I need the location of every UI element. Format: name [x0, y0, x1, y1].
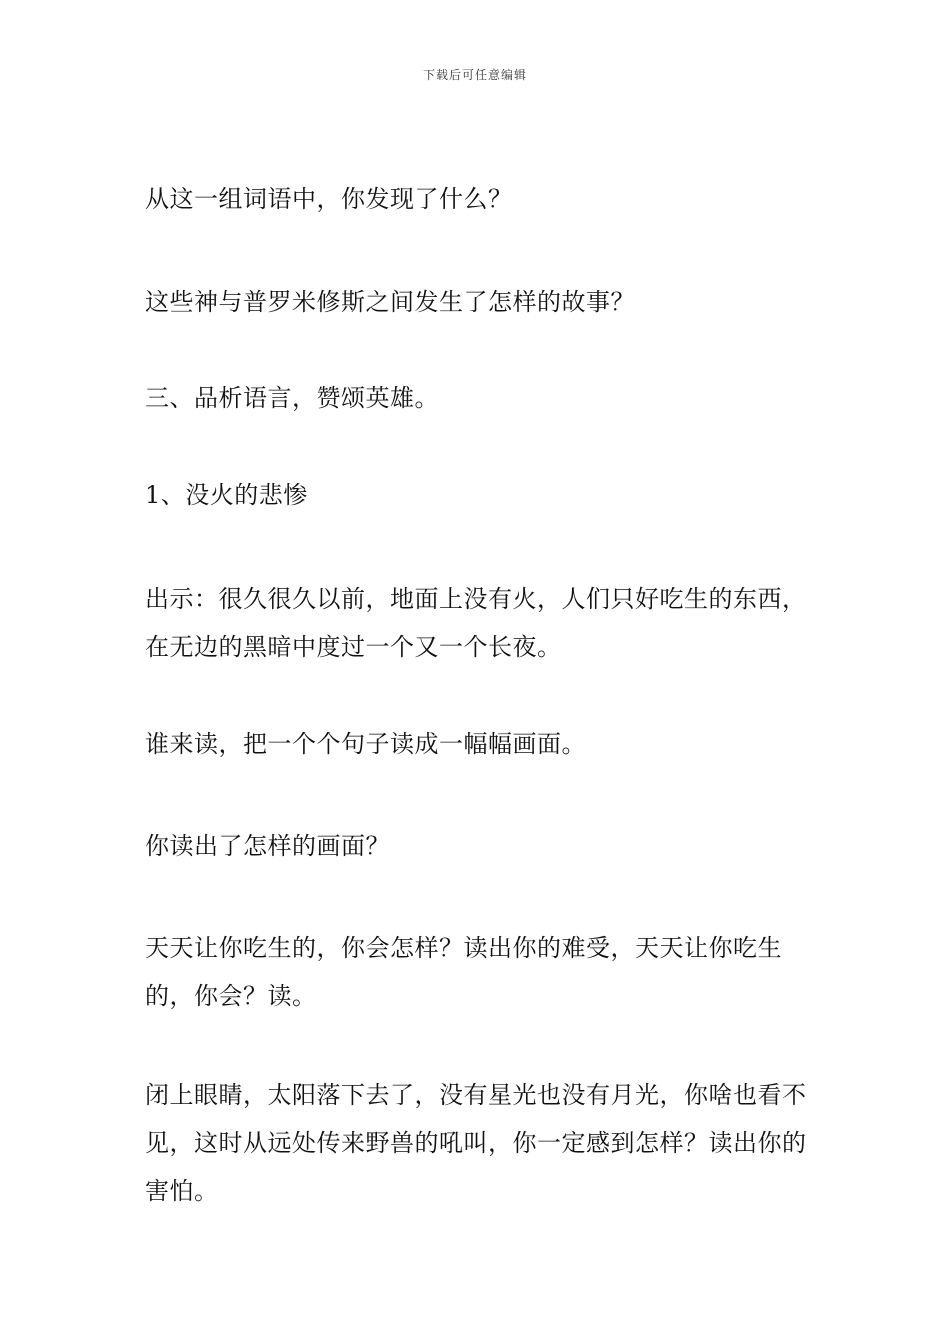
paragraph-8: 天天让你吃生的，你会怎样？读出你的难受，天天让你吃生的，你会？读。 [145, 934, 782, 1010]
paragraph-2: 这些神与普罗米修斯之间发生了怎样的故事？ [145, 288, 635, 316]
paragraph-1: 从这一组词语中，你发现了什么？ [145, 185, 513, 213]
page-header: 下载后可任意编辑 [422, 68, 527, 82]
paragraph-6: 谁来读，把一个个句子读成一幅幅画面。 [145, 730, 586, 758]
paragraph-4: 1、没火的悲惨 [145, 481, 308, 509]
paragraph-3: 三、品析语言，赞颂英雄。 [145, 384, 439, 412]
paragraph-5: 出示：很久很久以前，地面上没有火，人们只好吃生的东西，在无边的黑暗中度过一个又一个长夜。 [145, 585, 807, 661]
paragraph-9: 闭上眼睛，太阳落下去了，没有星光也没有月光，你啥也看不见，这时从远处传来野兽的吼叫，你一定感到怎样？读出你的害怕。 [145, 1081, 807, 1205]
paragraph-7: 你读出了怎样的画面？ [145, 832, 390, 860]
